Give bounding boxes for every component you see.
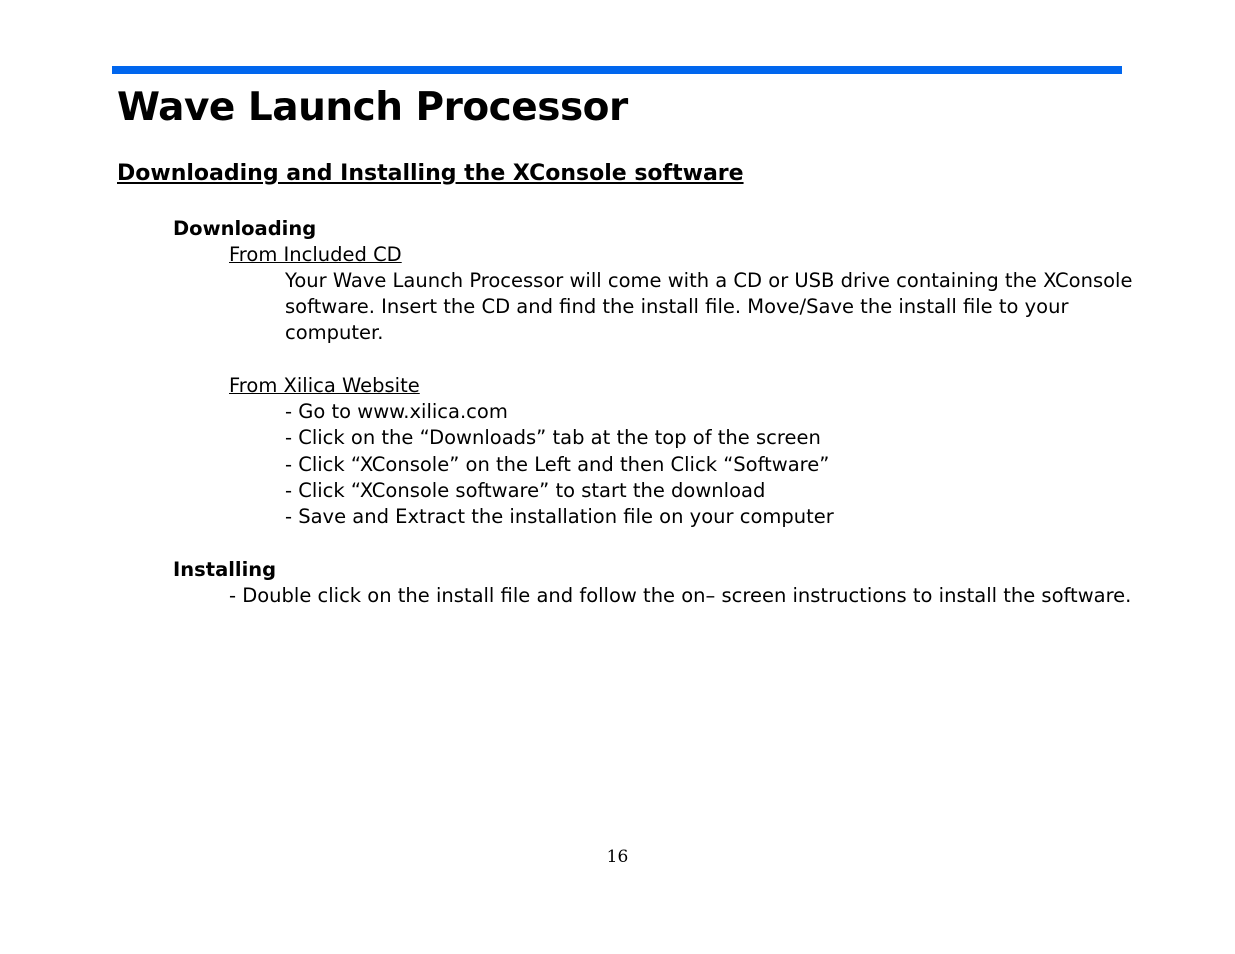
section-heading: Downloading and Installing the XConsole software [117, 161, 744, 186]
page-title: Wave Launch Processor [117, 85, 628, 130]
from-cd-label: From Included CD [229, 243, 402, 266]
from-cd-text-line: computer. [285, 321, 384, 344]
from-website-label: From Xilica Website [229, 374, 420, 397]
installing-heading: Installing [173, 558, 277, 581]
installing-step: - Double click on the install file and follow the on– screen instructions to install the software. [229, 584, 1132, 607]
website-step: - Go to www.xilica.com [285, 400, 508, 423]
website-step: - Save and Extract the installation file on your computer [285, 505, 834, 528]
page-number: 16 [606, 847, 629, 867]
title-accent-rule [112, 66, 1122, 74]
downloading-heading: Downloading [173, 217, 317, 240]
website-step: - Click on the “Downloads” tab at the top of the screen [285, 426, 821, 449]
from-cd-text-line: Your Wave Launch Processor will come with a CD or USB drive containing the XConsole [285, 269, 1133, 292]
from-cd-text-line: software. Insert the CD and find the install file. Move/Save the install file to your [285, 295, 1069, 318]
website-step: - Click “XConsole” on the Left and then Click “Software” [285, 453, 830, 476]
website-step: - Click “XConsole software” to start the download [285, 479, 766, 502]
